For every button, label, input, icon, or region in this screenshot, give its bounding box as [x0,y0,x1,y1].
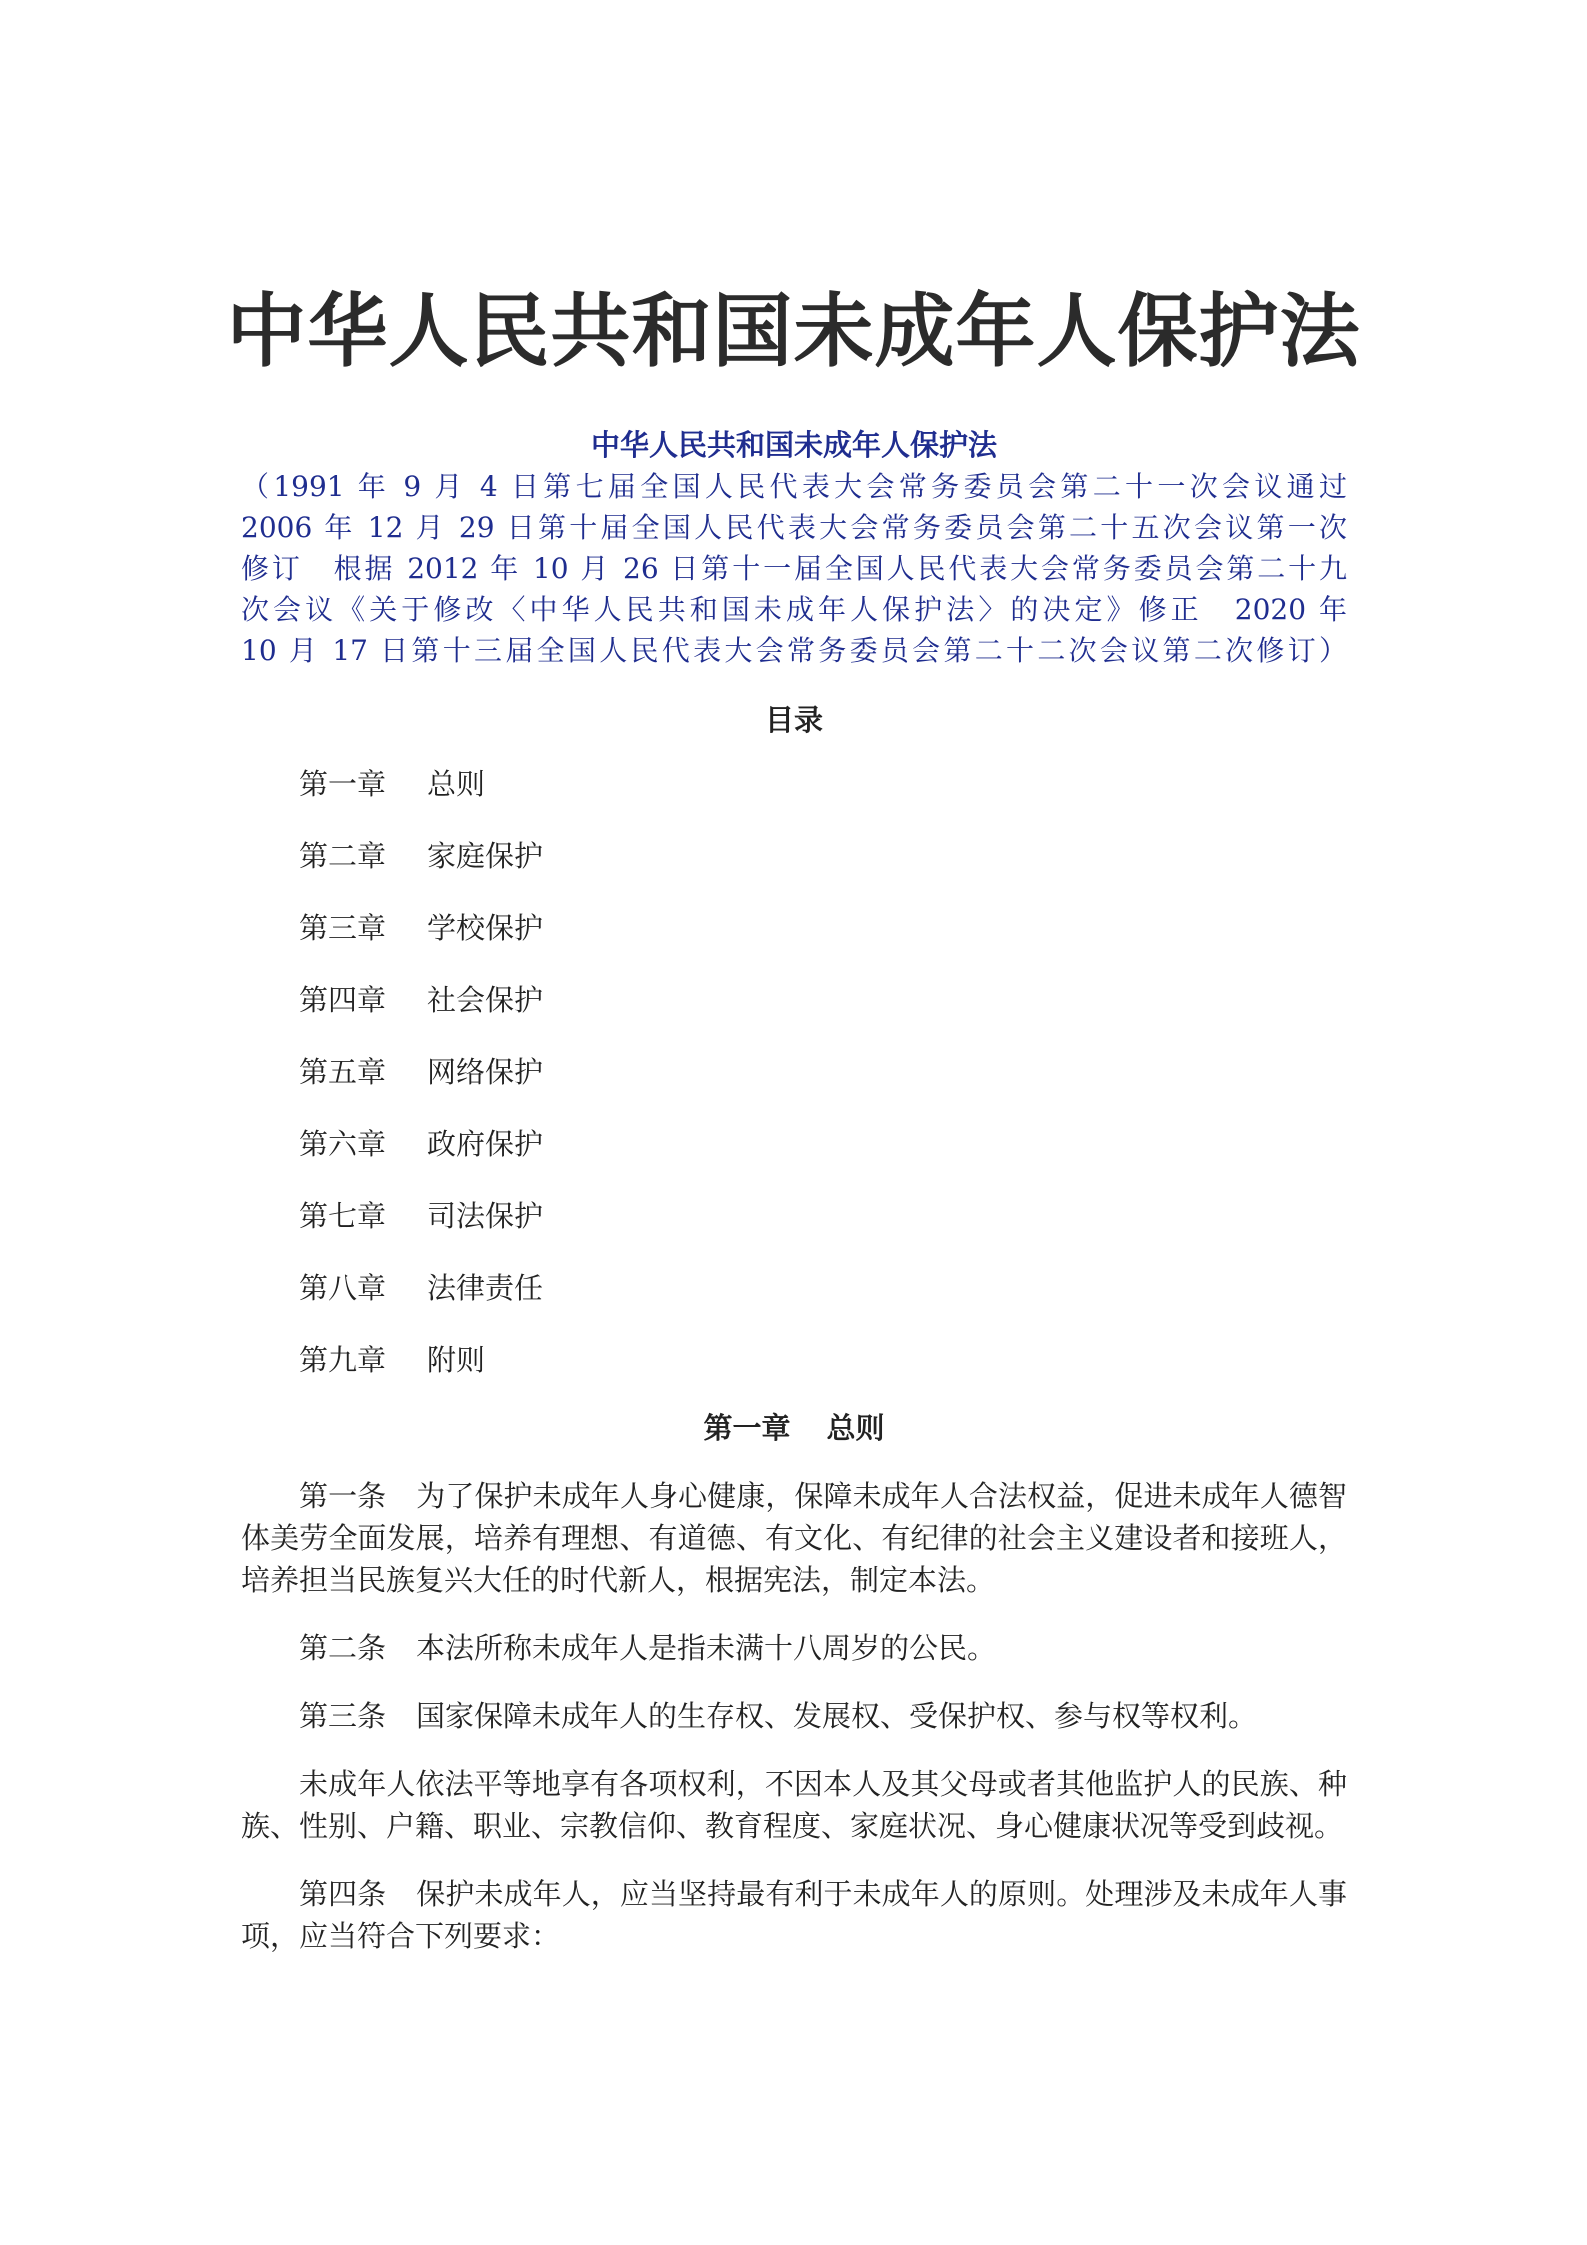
toc-item [241,1051,1347,1123]
toc-item [241,1123,1347,1195]
toc-chapter-number: 第一章 [299,767,387,801]
article-text: 国家保障未成年人的生存权、发展权、受保护权、参与权等权利。 [416,1699,1258,1733]
article-paragraph [241,1627,1347,1669]
toc-title: 目录 [764,703,823,737]
article-paragraph [241,1475,1347,1601]
article-text: 为了保护未成年人身心健康，保障未成年人合法权益，促进未成年人德智体美劳全面发展，培养有理想、有道德、有文化、有纪律的社会主义建设者和接班人，培养担当民族复兴大任的时代新人，根据宪法，制定本法。 [241,1479,1347,1597]
article-text: 未成年人依法平等地享有各项权利，不因本人及其父母或者其他监护人的民族、种族、性别、户籍、职业、宗教信仰、教育程度、家庭状况、身心健康状况等受到歧视。 [241,1767,1347,1843]
table-of-contents [241,763,1347,1411]
toc-item [241,1339,1347,1411]
toc-chapter-number: 第五章 [299,1055,387,1089]
toc-chapter-name: 社会保护 [427,983,544,1017]
toc-chapter-number: 第六章 [299,1127,387,1161]
toc-item [241,1267,1347,1339]
history-line: 次会议《关于修改〈中华人民共和国未成年人保护法〉的决定》修正 2020 年 [241,593,1347,626]
article-text: 本法所称未成年人是指未满十八周岁的公民。 [416,1631,997,1665]
history-line: 修订 根据 2012 年 10 月 26 日第十一届全国人民代表大会常务委员会第二十九 [241,552,1347,585]
article-number: 第二条 [299,1631,387,1665]
law-subtitle: 中华人民共和国未成年人保护法 [590,428,997,462]
toc-chapter-number: 第三章 [299,911,387,945]
history-line: （1991 年 9 月 4 日第七届全国人民代表大会常务委员会第二十一次会议通过 [241,470,1347,503]
article-paragraph [241,1873,1347,1957]
toc-chapter-number: 第八章 [299,1271,387,1305]
toc-chapter-name: 总则 [427,767,486,801]
toc-item [241,979,1347,1051]
toc-chapter-name: 司法保护 [427,1199,544,1233]
toc-item [241,835,1347,907]
toc-chapter-number: 第九章 [299,1343,387,1377]
toc-chapter-name: 网络保护 [427,1055,544,1089]
history-line: 10 月 17 日第十三届全国人民代表大会常务委员会第二十二次会议第二次修订） [241,634,1347,667]
article-paragraph [241,1695,1347,1737]
article-number: 第三条 [299,1699,387,1733]
amendment-history [241,466,1347,671]
toc-chapter-name: 政府保护 [427,1127,544,1161]
chapter-name: 总则 [826,1411,885,1445]
page-title: 中华人民共和国未成年人保护法 [226,284,1361,378]
toc-chapter-name: 学校保护 [427,911,544,945]
article-number: 第四条 [299,1877,387,1911]
toc-chapter-number: 第七章 [299,1199,387,1233]
toc-item [241,763,1347,835]
chapter-number: 第一章 [703,1411,791,1445]
toc-item [241,907,1347,979]
toc-chapter-name: 家庭保护 [427,839,544,873]
chapter-heading [241,1407,1347,1449]
document-body [241,424,1347,1957]
toc-chapter-number: 第二章 [299,839,387,873]
article-paragraph [241,1763,1347,1847]
article-number: 第一条 [299,1479,387,1513]
article-text: 保护未成年人，应当坚持最有利于未成年人的原则。处理涉及未成年人事项，应当符合下列要求： [241,1877,1347,1953]
toc-item [241,1195,1347,1267]
toc-chapter-name: 附则 [427,1343,486,1377]
toc-chapter-name: 法律责任 [427,1271,544,1305]
history-line: 2006 年 12 月 29 日第十届全国人民代表大会常务委员会第二十五次会议第一次 [241,511,1347,544]
toc-chapter-number: 第四章 [299,983,387,1017]
